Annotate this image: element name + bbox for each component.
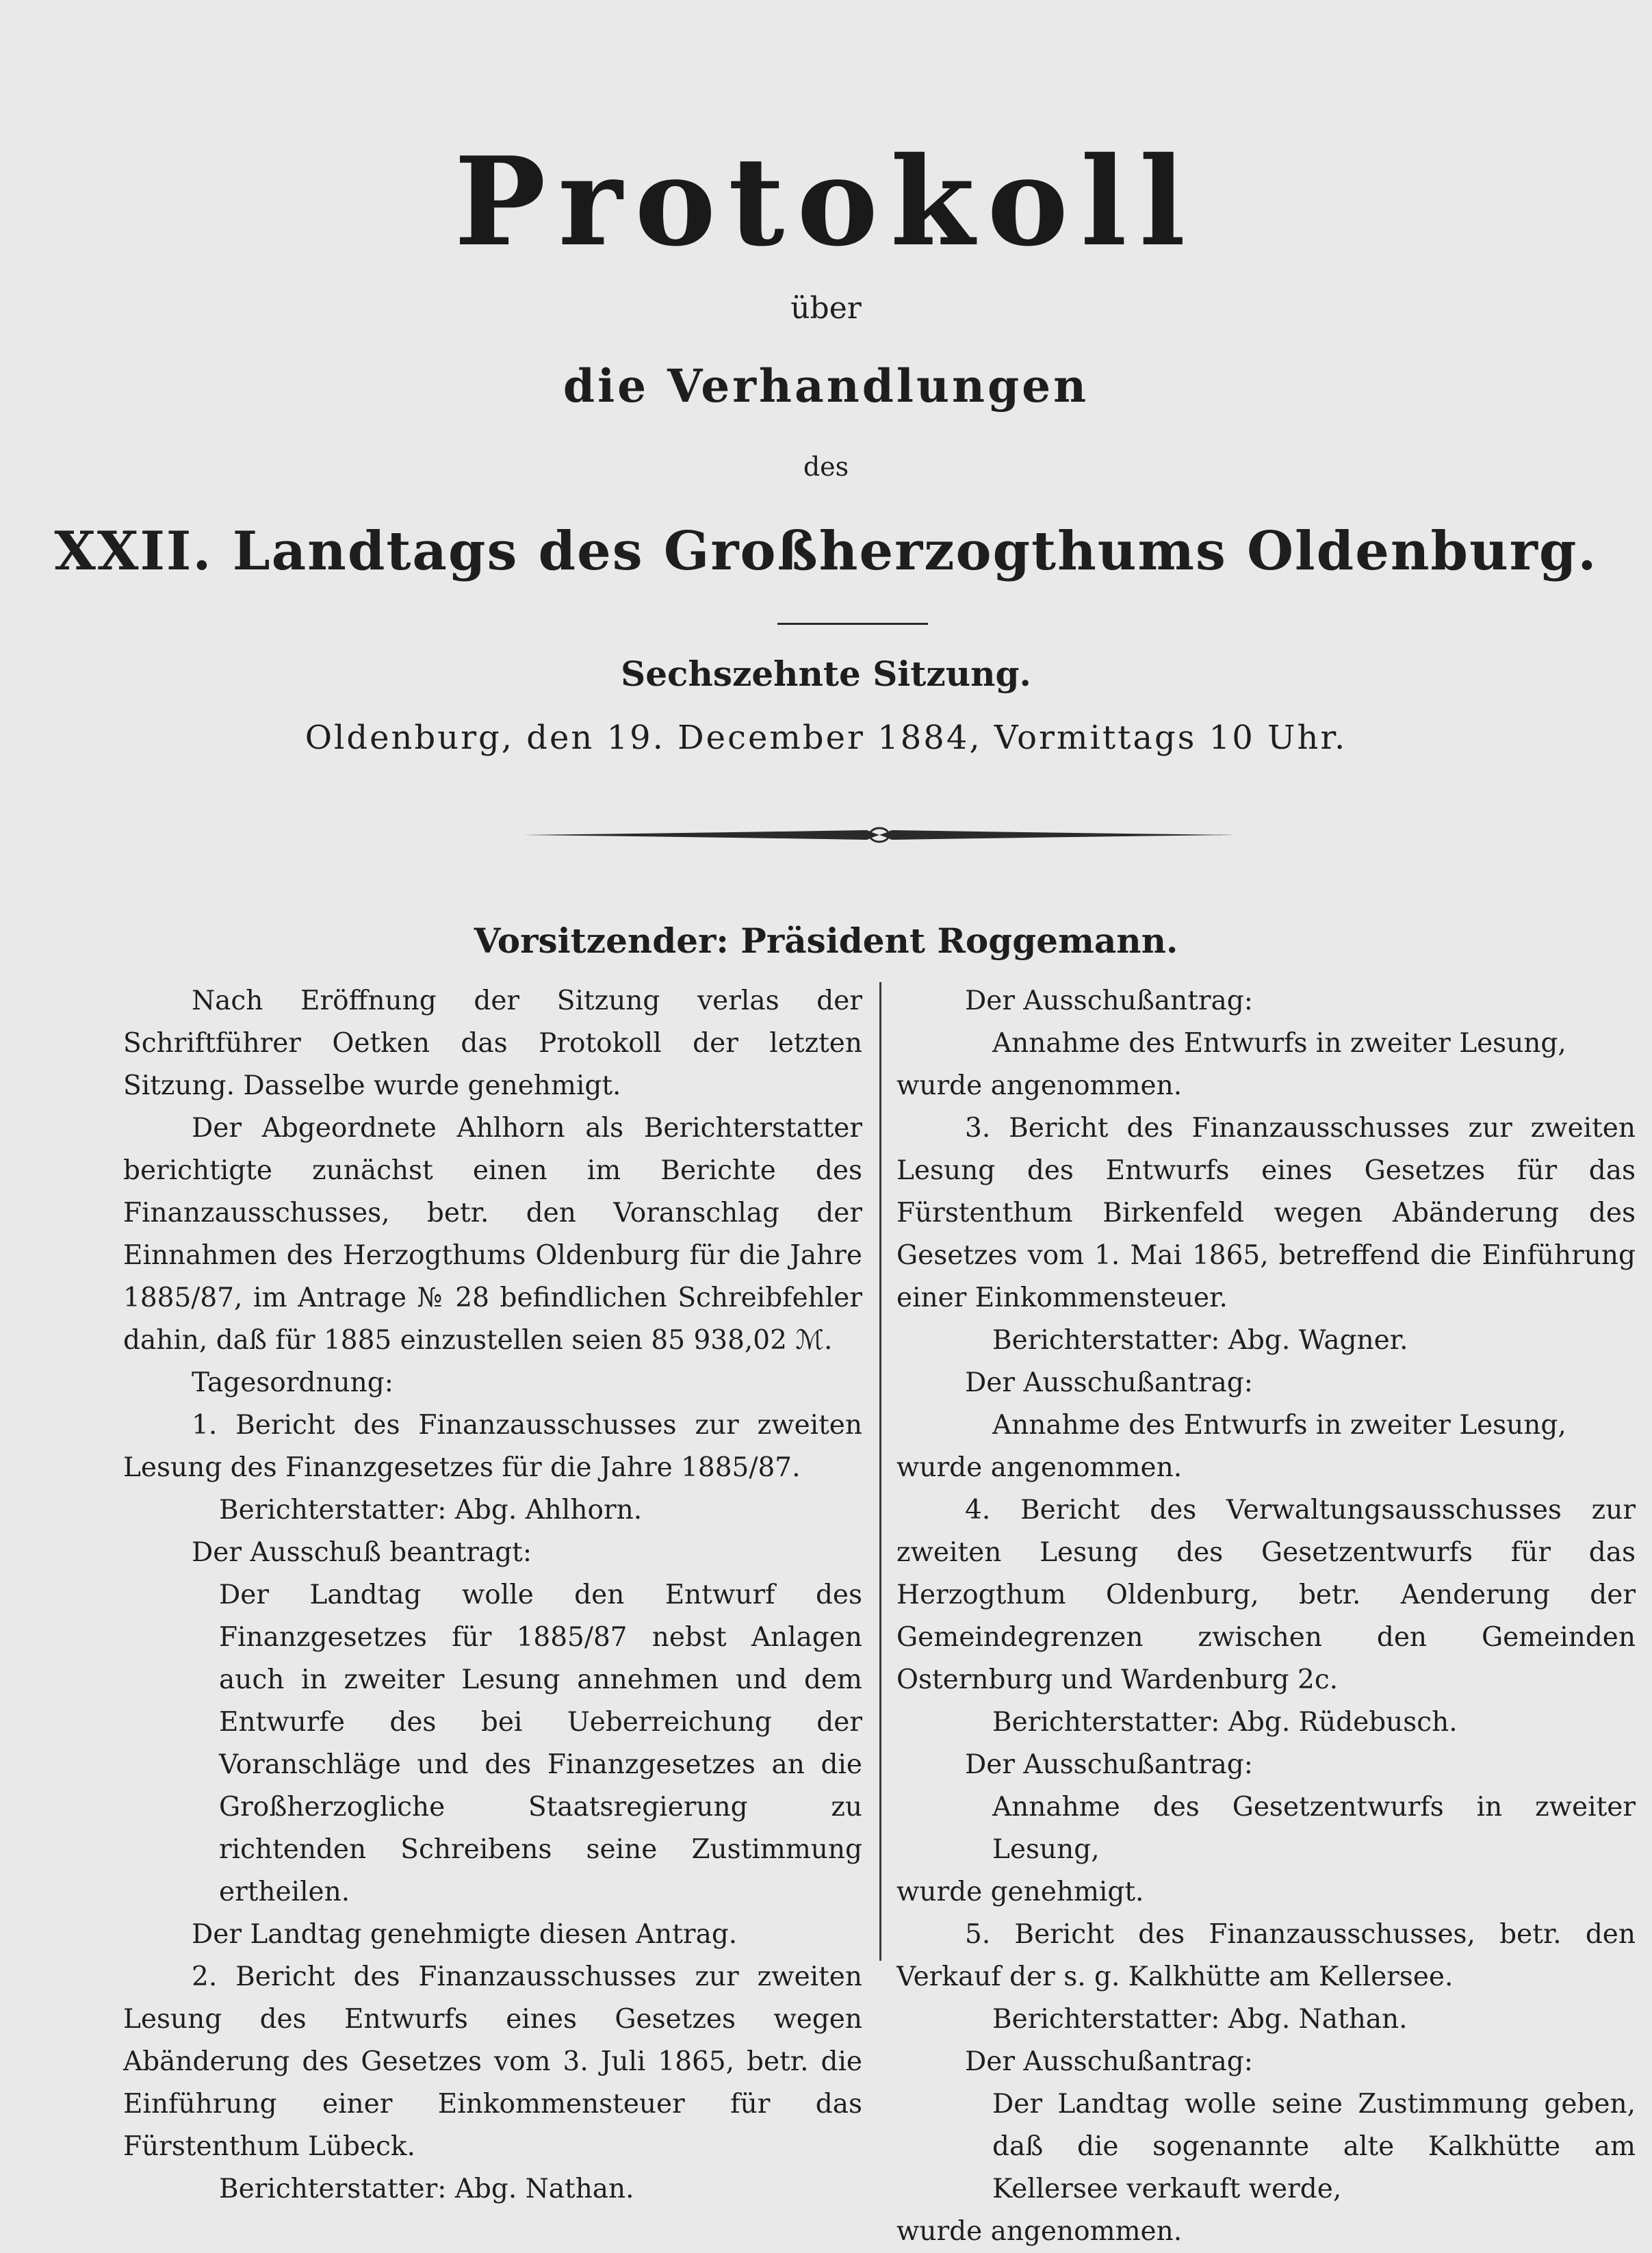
ornamental-divider	[524, 818, 1235, 852]
committee-motion-heading: Der Ausschußantrag:	[965, 986, 1253, 1016]
agenda-item-2: 2. Bericht des Finanzausschusses zur zweiten Lesung des Entwurfs eines Gesetzes wegen Abänderung des Gesetzes vom 3. Juli 1865, betr. die Einführung einer Einkommensteuer für das Fürstenthum Lübeck.	[123, 1961, 862, 2162]
resolution-line: wurde angenommen.	[896, 2216, 1183, 2247]
committee-motion-heading: Der Ausschußantrag:	[965, 2046, 1253, 2077]
agenda-item-1: 1. Bericht des Finanzausschusses zur zweiten Lesung des Finanzgesetzes für die Jahre 1885/87.	[123, 1410, 862, 1483]
reporter-line: Berichterstatter: Abg. Nathan.	[992, 2004, 1408, 2035]
committee-motion-text: Der Landtag wolle seine Zustimmung geben, daß die sogenannte alte Kalkhütte am Kellersee verkauft werde,	[992, 2089, 1636, 2204]
agenda-item-5: 5. Bericht des Finanzausschusses, betr. den Verkauf der s. g. Kalkhütte am Kellersee.	[896, 1919, 1636, 1992]
committee-motion-heading: Der Ausschußantrag:	[965, 1749, 1253, 1780]
committee-motion-heading: Der Ausschußantrag:	[965, 1367, 1253, 1398]
resolution-line: wurde genehmigt.	[896, 1877, 1144, 1907]
agenda-heading: Tagesordnung:	[192, 1367, 393, 1398]
agenda-item-3: 3. Bericht des Finanzausschusses zur zweiten Lesung des Entwurfs eines Gesetzes für das Fürstenthum Birkenfeld wegen Abänderung des Gesetzes vom 1. Mai 1865, betreffend die Einführung einer Einkommensteuer.	[896, 1113, 1636, 1313]
date-line: Oldenburg, den 19. December 1884, Vormittags 10 Uhr.	[305, 719, 1347, 757]
subtitle-ueber: über	[790, 291, 862, 326]
reporter-line: Berichterstatter: Abg. Nathan.	[219, 2174, 634, 2204]
paragraph-correction: Der Abgeordnete Ahlhorn als Berichterstatter berichtigte zunächst einen im Berichte des Finanzausschusses, betr. den Voranschlag der Einnahmen des Herzogthums Oldenburg für die Jahre 1885/87, im Antrage № 28 befindlichen Schreibfehler dahin, daß für 1885 einzustellen seien 85 938,02 ℳ.	[123, 1113, 862, 1356]
committee-motion-text: Annahme des Entwurfs in zweiter Lesung,	[992, 1410, 1566, 1441]
left-column	[123, 980, 862, 2211]
subtitle-des: des	[803, 452, 849, 482]
landtag-heading: XXII. Landtags des Großherzogthums Oldenburg.	[54, 520, 1598, 582]
committee-motion-text: Der Landtag wolle den Entwurf des Finanzgesetzes für 1885/87 nebst Anlagen auch in zweiter Lesung annehmen und dem Entwurfe des bei Ueberreichung der Voranschläge und des Finanzgesetzes an die Großherzogliche Staatsregierung zu richtenden Schreibens seine Zustimmung ertheilen.	[219, 1580, 862, 1907]
document-title: Protokoll	[454, 130, 1198, 273]
right-column	[896, 980, 1636, 2253]
reporter-line: Berichterstatter: Abg. Rüdebusch.	[992, 1707, 1458, 1738]
reporter-line: Berichterstatter: Abg. Wagner.	[992, 1325, 1408, 1356]
paragraph-opening: Nach Eröffnung der Sitzung verlas der Schriftführer Oetken das Protokoll der letzten Sitzung. Dasselbe wurde genehmigt.	[123, 986, 862, 1101]
resolution-line: wurde angenommen.	[896, 1452, 1183, 1483]
chairman-line: Vorsitzender: Präsident Roggemann.	[474, 920, 1178, 961]
resolution-line: wurde angenommen.	[896, 1070, 1183, 1101]
column-divider	[879, 982, 881, 1961]
resolution-line: Der Landtag genehmigte diesen Antrag.	[192, 1919, 738, 1950]
session-heading: Sechszehnte Sitzung.	[621, 654, 1031, 694]
short-divider-rule	[777, 623, 928, 625]
subtitle-verhandlungen: die Verhandlungen	[563, 359, 1089, 413]
committee-motion-text: Annahme des Gesetzentwurfs in zweiter Lesung,	[992, 1792, 1636, 1865]
committee-motion-heading: Der Ausschuß beantragt:	[192, 1537, 532, 1568]
reporter-line: Berichterstatter: Abg. Ahlhorn.	[219, 1495, 643, 1525]
agenda-item-4: 4. Bericht des Verwaltungsausschusses zur zweiten Lesung des Gesetzentwurfs für das Herzogthum Oldenburg, betr. Aenderung der Gemeindegrenzen zwischen den Gemeinden Osternburg und Wardenburg 2c.	[896, 1495, 1636, 1695]
committee-motion-text: Annahme des Entwurfs in zweiter Lesung,	[992, 1028, 1566, 1059]
